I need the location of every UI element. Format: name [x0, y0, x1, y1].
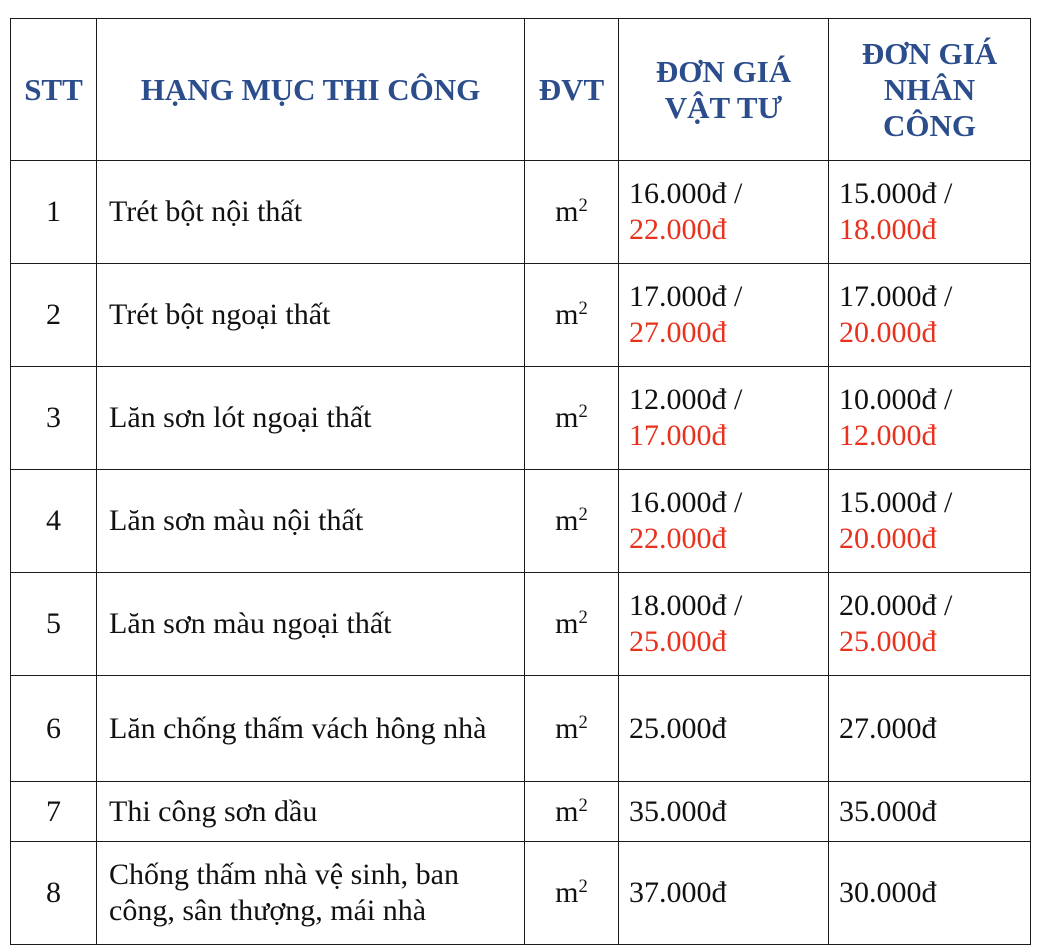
- table-row: [11, 264, 1031, 367]
- header-labor-line1: ĐƠN GIÁ: [861, 35, 998, 71]
- material-price-high: 17.000đ: [629, 419, 727, 452]
- row-item: Chống thấm nhà vệ sinh, ban công, sân thượng, mái nhà: [97, 842, 525, 945]
- unit-exponent: 2: [578, 194, 588, 216]
- unit-base: m: [555, 401, 579, 434]
- unit-exponent: 2: [578, 606, 588, 628]
- row-unit: [525, 264, 619, 367]
- row-unit: [525, 573, 619, 676]
- unit-base: m: [555, 195, 579, 228]
- row-labor-price: 35.000đ: [829, 782, 1031, 842]
- material-price-low: 16.000đ /: [629, 177, 743, 210]
- row-labor-price: 30.000đ: [829, 842, 1031, 945]
- unit-exponent: 2: [578, 794, 588, 816]
- unit-exponent: 2: [578, 297, 588, 319]
- labor-price-high: 20.000đ: [839, 316, 937, 349]
- material-price-low: 18.000đ /: [629, 589, 743, 622]
- unit-exponent: 2: [578, 400, 588, 422]
- row-material-price: [619, 161, 829, 264]
- row-material-price: 35.000đ: [619, 782, 829, 842]
- material-price-high: 25.000đ: [629, 625, 727, 658]
- header-material-line1: ĐƠN GIÁ: [655, 53, 792, 89]
- labor-price-high: 20.000đ: [839, 522, 937, 555]
- unit-base: m: [555, 876, 579, 909]
- row-item: Lăn sơn màu nội thất: [97, 470, 525, 573]
- labor-price-high: 25.000đ: [839, 625, 937, 658]
- header-item: HẠNG MỤC THI CÔNG: [97, 19, 525, 161]
- row-labor-price: 27.000đ: [829, 676, 1031, 782]
- material-price-high: 22.000đ: [629, 522, 727, 555]
- row-material-price: [619, 470, 829, 573]
- row-stt: 6: [11, 676, 97, 782]
- row-item: Lăn sơn màu ngoại thất: [97, 573, 525, 676]
- header-labor-line3: CÔNG: [883, 107, 976, 143]
- row-stt: 8: [11, 842, 97, 945]
- row-item: Trét bột nội thất: [97, 161, 525, 264]
- material-price-low: 16.000đ /: [629, 486, 743, 519]
- unit-base: m: [555, 504, 579, 537]
- unit-exponent: 2: [578, 503, 588, 525]
- labor-price-low: 10.000đ /: [839, 383, 953, 416]
- table-row: [11, 842, 1031, 945]
- header-stt: STT: [11, 19, 97, 161]
- row-unit: [525, 842, 619, 945]
- material-price-low: 17.000đ /: [629, 280, 743, 313]
- row-unit: [525, 676, 619, 782]
- row-unit: [525, 470, 619, 573]
- row-material-price: 37.000đ: [619, 842, 829, 945]
- row-labor-price: [829, 470, 1031, 573]
- table-row: [11, 573, 1031, 676]
- row-item: Trét bột ngoại thất: [97, 264, 525, 367]
- header-material-line2: VẬT TƯ: [664, 89, 783, 125]
- unit-base: m: [555, 298, 579, 331]
- row-stt: 4: [11, 470, 97, 573]
- header-labor-line2: NHÂN: [883, 71, 976, 107]
- labor-price-high: 18.000đ: [839, 213, 937, 246]
- row-labor-price: [829, 264, 1031, 367]
- unit-base: m: [555, 711, 579, 745]
- header-labor-price: [829, 19, 1031, 161]
- row-stt: 5: [11, 573, 97, 676]
- table-row: [11, 367, 1031, 470]
- row-stt: 1: [11, 161, 97, 264]
- price-table: [10, 18, 1031, 945]
- material-price-low: 12.000đ /: [629, 383, 743, 416]
- row-stt: 2: [11, 264, 97, 367]
- row-item: Lăn sơn lót ngoại thất: [97, 367, 525, 470]
- row-stt: 7: [11, 782, 97, 842]
- header-unit: ĐVT: [525, 19, 619, 161]
- row-material-price: [619, 264, 829, 367]
- header-material-price: [619, 19, 829, 161]
- labor-price-low: 17.000đ /: [839, 280, 953, 313]
- material-price-high: 22.000đ: [629, 213, 727, 246]
- row-labor-price: [829, 573, 1031, 676]
- table-row: [11, 470, 1031, 573]
- unit-exponent: 2: [578, 875, 588, 897]
- unit-exponent: 2: [578, 711, 588, 733]
- row-item: Lăn chống thấm vách hông nhà: [97, 676, 525, 782]
- table-row: [11, 782, 1031, 842]
- material-price-high: 27.000đ: [629, 316, 727, 349]
- labor-price-high: 12.000đ: [839, 419, 937, 452]
- unit-base: m: [555, 794, 579, 828]
- labor-price-low: 15.000đ /: [839, 486, 953, 519]
- row-material-price: [619, 367, 829, 470]
- row-labor-price: [829, 367, 1031, 470]
- table-row: [11, 161, 1031, 264]
- unit-base: m: [555, 607, 579, 640]
- labor-price-low: 15.000đ /: [839, 177, 953, 210]
- row-material-price: [619, 573, 829, 676]
- row-stt: 3: [11, 367, 97, 470]
- table-row: [11, 676, 1031, 782]
- row-unit: [525, 367, 619, 470]
- row-material-price: 25.000đ: [619, 676, 829, 782]
- header-row: [11, 19, 1031, 161]
- labor-price-low: 20.000đ /: [839, 589, 953, 622]
- row-item: Thi công sơn dầu: [97, 782, 525, 842]
- row-unit: [525, 161, 619, 264]
- row-unit: [525, 782, 619, 842]
- row-labor-price: [829, 161, 1031, 264]
